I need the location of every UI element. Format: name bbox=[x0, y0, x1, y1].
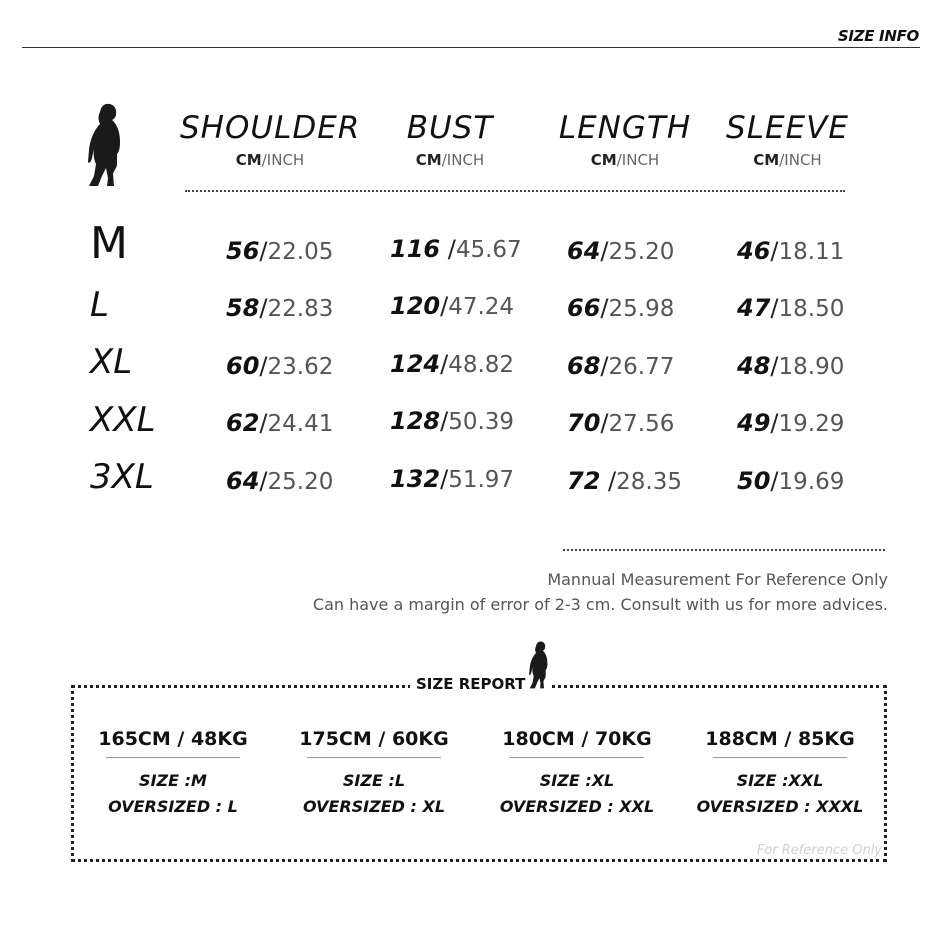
column-header-shoulder bbox=[180, 110, 360, 169]
header-dotted-divider bbox=[185, 190, 845, 192]
divider bbox=[713, 757, 847, 758]
measurement-cell: 70/27.56 bbox=[567, 409, 675, 437]
measurement-cell: 132/51.97 bbox=[390, 465, 515, 493]
recommended-size: SIZE :M bbox=[139, 771, 207, 790]
oversized-size: OVERSIZED : L bbox=[108, 797, 238, 816]
size-label-l: L bbox=[90, 285, 109, 325]
measurement-cell: 58/22.83 bbox=[226, 294, 334, 322]
measurement-cell: 128/50.39 bbox=[390, 407, 515, 435]
measurement-cell: 120/47.24 bbox=[390, 292, 515, 320]
size-label-xl: XL bbox=[90, 342, 133, 382]
measurement-cell: 46/18.11 bbox=[737, 237, 845, 265]
measurement-cell: 64/25.20 bbox=[567, 237, 675, 265]
measurement-cell: 47/18.50 bbox=[737, 294, 845, 322]
measurement-cell: 48/18.90 bbox=[737, 352, 845, 380]
ape-figure-icon bbox=[86, 102, 128, 188]
measurement-cell: 64/25.20 bbox=[226, 467, 334, 495]
column-header-length bbox=[545, 110, 705, 169]
column-unit: CM/INCH bbox=[415, 151, 485, 169]
size-label-3xl: 3XL bbox=[90, 457, 154, 497]
ape-figure-icon bbox=[528, 640, 552, 694]
size-report-title: SIZE REPORT bbox=[410, 672, 531, 696]
measurement-cell: 124/48.82 bbox=[390, 350, 515, 378]
measurement-cell: 60/23.62 bbox=[226, 352, 334, 380]
measurement-cell: 72 /28.35 bbox=[567, 467, 682, 495]
recommended-size: SIZE :XXL bbox=[736, 771, 824, 790]
size-info-title: SIZE INFO bbox=[837, 27, 919, 45]
height-weight: 180CM / 70KG bbox=[502, 728, 652, 750]
note-dotted-divider bbox=[563, 549, 885, 551]
measurement-note: Mannual Measurement For Reference Only bbox=[547, 570, 888, 589]
reference-watermark: For Reference Only bbox=[756, 843, 882, 858]
column-name: BUST bbox=[406, 110, 494, 146]
divider bbox=[510, 757, 644, 758]
size-report-item bbox=[690, 725, 870, 820]
size-report-item bbox=[284, 725, 464, 820]
column-name: SLEEVE bbox=[726, 110, 849, 146]
height-weight: 165CM / 48KG bbox=[98, 728, 248, 750]
column-unit: CM/INCH bbox=[235, 151, 305, 169]
column-unit: CM/INCH bbox=[590, 151, 660, 169]
column-header-sleeve bbox=[715, 110, 860, 169]
divider bbox=[307, 757, 441, 758]
height-weight: 175CM / 60KG bbox=[299, 728, 449, 750]
recommended-size: SIZE :L bbox=[342, 771, 406, 790]
measurement-cell: 50/19.69 bbox=[737, 467, 845, 495]
size-report-item bbox=[487, 725, 667, 820]
divider bbox=[106, 757, 240, 758]
error-margin-note: Can have a margin of error of 2-3 cm. Consult with us for more advices. bbox=[312, 595, 888, 614]
column-unit: CM/INCH bbox=[753, 151, 822, 169]
oversized-size: OVERSIZED : XXL bbox=[499, 797, 655, 816]
recommended-size: SIZE :XL bbox=[539, 771, 615, 790]
header-divider bbox=[22, 47, 920, 48]
column-name: LENGTH bbox=[558, 110, 692, 146]
size-label-xxl: XXL bbox=[90, 400, 156, 440]
measurement-cell: 56/22.05 bbox=[226, 237, 334, 265]
oversized-size: OVERSIZED : XXXL bbox=[696, 797, 864, 816]
size-label-m: M bbox=[90, 218, 128, 269]
oversized-size: OVERSIZED : XL bbox=[302, 797, 446, 816]
size-report-item bbox=[83, 725, 263, 820]
measurement-cell: 49/19.29 bbox=[737, 409, 845, 437]
measurement-cell: 66/25.98 bbox=[567, 294, 675, 322]
column-header-bust bbox=[380, 110, 520, 169]
height-weight: 188CM / 85KG bbox=[705, 728, 855, 750]
measurement-cell: 62/24.41 bbox=[226, 409, 334, 437]
column-name: SHOULDER bbox=[180, 110, 361, 146]
measurement-cell: 116 /45.67 bbox=[390, 235, 522, 263]
measurement-cell: 68/26.77 bbox=[567, 352, 675, 380]
